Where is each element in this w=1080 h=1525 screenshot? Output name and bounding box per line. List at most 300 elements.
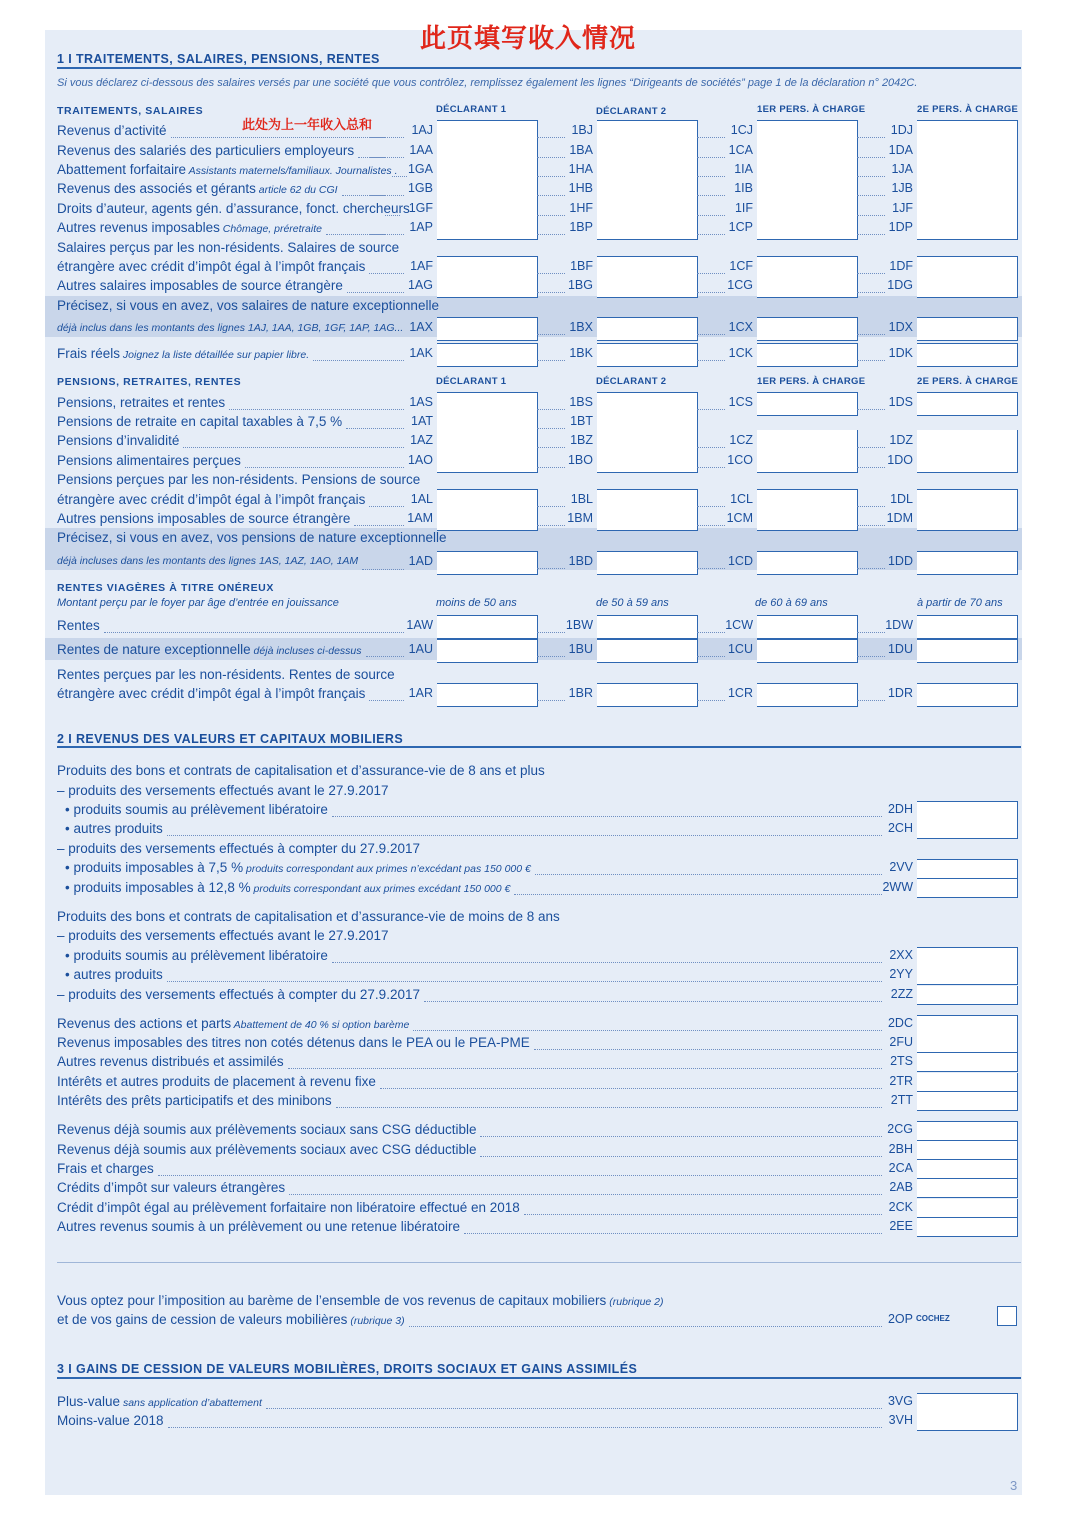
g2-row-0-input[interactable] [917,947,1018,967]
sal-row-5-label-lead [326,234,404,235]
nonres-rentes-input-1br[interactable] [597,683,698,707]
except-pen-leader-2 [697,568,725,569]
g3-row-4-label-text: Intérêts des prêts participatifs et des minibons [57,1093,332,1108]
except-sal-leader-3 [857,334,885,335]
g4-row-2-code: 2CA [888,1161,913,1175]
sal-row-5-input-1cp[interactable] [757,217,858,240]
g4-row-2-label [57,1161,154,1176]
except-sal-code-1ax: 1AX [409,320,433,334]
autres-pen-input-1am[interactable] [437,508,538,531]
g1-a: – produits des versements effectués avant le 27.9.2017 [57,783,389,798]
g2-row-1-label-text: • autres produits [65,967,163,982]
sal-row-4-code-1hf: 1HF [569,201,593,215]
g4-row-4-label-text: Crédit d’impôt égal au prélèvement forfaitaire non libératoire effectué en 2018 [57,1200,520,1215]
g4-row-4-leader [524,1214,882,1215]
nonres-pen-code-1dl: 1DL [890,492,913,506]
sal-row-1-code-1ba: 1BA [569,143,593,157]
s3-row-1-leader [168,1427,882,1428]
pen-row-1-label-lead [346,428,404,429]
frais-leader-2 [697,360,725,361]
sal-row-5-label [57,220,322,235]
nonres-pen-line1: Pensions perçues par les non-résidents. Pensions de source [57,472,421,487]
pen-row-3-leader-3 [857,467,885,468]
nonres-rentes-line2: étrangère avec crédit d’impôt égal à l’impôt français [57,686,366,701]
g3-row-4-input[interactable] [917,1092,1018,1111]
except-sal-code-1cx: 1CX [728,320,753,334]
g4-row-1-label-text: Revenus déjà soumis aux prélèvements sociaux avec CSG déductible [57,1142,477,1157]
nonres-sal-code-1cf: 1CF [729,259,753,273]
nonres-rentes-input-1cr[interactable] [757,683,858,707]
sal-row-1-label-lead [358,157,404,158]
g4-row-2-leader [158,1175,882,1176]
nonres-pen-line2-lead [369,506,404,507]
except-pen-leader-1 [537,568,565,569]
g3-row-2-leader [288,1068,882,1069]
g2-b-label-text: – produits des versements effectués à compter du 27.9.2017 [57,987,420,1002]
sal-row-5-leader-3 [857,234,885,235]
nonres-rentes-leader-1 [537,700,565,701]
except-pen-input-1bd[interactable] [597,551,698,575]
pen-row-2-leader-1 [537,447,565,448]
nonres-rentes-leader-3 [857,700,885,701]
g4-row-0-input[interactable] [917,1121,1018,1141]
sal-row-1-label [57,143,354,158]
g4-row-5-input[interactable] [917,1218,1018,1237]
autres-pen-code-1am: 1AM [407,511,433,525]
sal-row-0-label-lead [171,137,404,138]
pen-row-0-leader-2 [697,409,725,410]
sal-row-5-code-1dp: 1DP [888,220,913,234]
except-pen-code-1dd: 1DD [887,554,913,568]
autres-pen-input-1cm[interactable] [757,508,858,531]
pen-row-3-leader-2 [697,467,725,468]
pen-row-2-label [57,433,179,448]
age-label-0: moins de 50 ans [436,597,517,609]
rentes-input-1bw[interactable] [597,615,698,639]
sal-row-5-input-1bp[interactable] [597,217,698,240]
frais-leader-1 [537,360,565,361]
sal-row-1-code-1ca: 1CA [728,143,753,157]
g3-row-2-input[interactable] [917,1053,1018,1072]
sal-row-0-code-1cj: 1CJ [730,123,753,137]
g1-row2-1-label-note: produits correspondant aux primes excédant 150 000 € [250,883,511,895]
sal-row-4-code-1jf: 1JF [892,201,913,215]
rentes-except-code-1cu: 1CU [727,642,753,656]
sal-row-2-code-1ja: 1JA [891,162,913,176]
pen-row-2-leader-2 [697,447,725,448]
rentes-leader-3 [857,632,885,633]
g3-row-4-leader [336,1107,882,1108]
sal-row-2-leader [392,176,407,177]
pen-row-0-code-1ds: 1DS [888,395,913,409]
pen-row-0-leader-1 [537,409,565,410]
sal-row-2-leader-2 [697,176,725,177]
section-3-title: 3 I GAINS DE CESSION DE VALEURS MOBILIÈRES, DROITS SOCIAUX ET GAINS ASSIMILÉS [57,1362,638,1376]
autres-pen-input-1bm[interactable] [597,508,698,531]
nonres-rentes-input-1dr[interactable] [917,683,1018,707]
sal-row-4-leader-3 [857,215,885,216]
pen-row-2-code-1dz: 1DZ [889,433,913,447]
nonres-pen-leader-1 [537,506,565,507]
rentes-except-leader-2 [697,656,725,657]
except-sal-input-1ax[interactable] [437,317,538,341]
sal-row-5-code-1cp: 1CP [728,220,753,234]
option-leader [409,1326,882,1327]
g3-row-1-label-text: Revenus imposables des titres non cotés détenus dans le PEA ou le PEA-PME [57,1035,530,1050]
s3-row-0-input[interactable] [917,1393,1018,1413]
g2-row-0-label [65,948,328,963]
page-number: 3 [1010,1478,1018,1493]
g1-row-1-input[interactable] [917,820,1018,839]
option-line2-text: et de vos gains de cession de valeurs mobilières [57,1312,348,1327]
g1-row-1-leader [167,835,882,836]
frais-code-1ak: 1AK [409,346,433,360]
g1-row-1-code: 2CH [887,821,913,835]
g4-row-1-leader [480,1156,882,1157]
g4-row-2-input[interactable] [917,1160,1018,1179]
nonres-pen-line2: étrangère avec crédit d’impôt égal à l’impôt français [57,492,366,507]
sal-row-3-label-lead [342,195,404,196]
sal-row-1-code-1aa: 1AA [409,143,433,157]
col-pers-charge-2: 2E PERS. À CHARGE [917,104,1019,115]
g3-row-2-code: 2TS [890,1054,913,1068]
g2-b-label [57,987,420,1002]
section-2-rule [57,746,1021,748]
rentes-except-label [57,642,362,657]
rentes-label-lead [104,632,404,633]
s3-row-1-label [57,1413,164,1428]
sal-row-5-leader-1 [537,234,565,235]
g3-row-1-code: 2FU [889,1035,913,1049]
sal-row-5-label-text: Autres revenus imposables [57,220,220,235]
pen-row-3-code-1ao: 1AO [407,453,433,467]
except-pen-code-1bd: 1BD [568,554,593,568]
g3-row-1-leader [534,1049,882,1050]
autres-pen-input-1dm[interactable] [917,508,1018,531]
except-pen-line1: Précisez, si vous en avez, vos pensions de nature exceptionnelle [57,530,447,545]
pen-row-0-code-1as: 1AS [409,395,433,409]
rentes-except-label-note: déjà incluses ci-dessus [250,645,362,657]
autres-sal-input-1ag[interactable] [437,275,538,298]
g2-row-1-input[interactable] [917,966,1018,985]
g4-row-5-label [57,1219,460,1234]
pen-row-2-leader-3 [857,447,885,448]
g1-row2-0-label [65,860,531,875]
g3-row-3-code: 2TR [889,1074,913,1088]
g4-row-4-code: 2CK [888,1200,913,1214]
g3-row-3-leader [380,1088,882,1089]
nonres-sal-line2: étrangère avec crédit d’impôt égal à l’impôt français [57,259,366,274]
g1-row2-0-label-text: • produits imposables à 7,5 % [65,860,244,875]
g4-row-0-leader [480,1136,882,1137]
g2-row-1-code: 2YY [889,967,913,981]
rentes-header: RENTES VIAGÈRES À TITRE ONÉREUX [57,582,274,594]
g1-row2-1-leader [514,894,882,895]
section-1-intro: Si vous déclarez ci-dessous des salaires versés par une société que vous contrôlez, remplissez également les lignes “Dirigeants de sociétés” page 1 de la déclaration n° 2042C. [57,77,918,89]
s3-row-0-code: 3VG [887,1394,913,1408]
g4-row-3-code: 2AB [889,1180,913,1194]
col-pers-charge-1: 1ER PERS. À CHARGE [757,104,866,115]
pen-row-3-input-1co[interactable] [757,450,858,473]
g2-row-1-label [65,967,163,982]
g4-row-4-label [57,1200,520,1215]
frais-input-1dk[interactable] [917,343,1018,367]
rentes-code-1aw: 1AW [406,618,433,632]
except-pen-line2-lead [362,569,404,570]
g4-row-0-label-text: Revenus déjà soumis aux prélèvements sociaux sans CSG déductible [57,1122,477,1137]
g4-row-4-input[interactable] [917,1199,1018,1218]
pen-row-2-code-1az: 1AZ [410,433,433,447]
g3-row-2-label [57,1054,284,1069]
g3-row-3-label-text: Intérêts et autres produits de placement à revenu fixe [57,1074,376,1089]
rentes-except-leader-1 [537,656,565,657]
rentes-input-1cw[interactable] [757,615,858,639]
except-pen-input-1cd[interactable] [757,551,858,575]
s3-row-0-label [57,1394,262,1409]
g1-row2-0-input[interactable] [917,859,1018,879]
except-pen-input-1dd[interactable] [917,551,1018,575]
sal-row-2-label-note: Assistants maternels/familiaux. Journalistes . [186,165,398,177]
annotation-note-1aj: 此处为上一年收入总和 [242,118,373,133]
pen-row-3-input-1do[interactable] [917,450,1018,473]
g2-b-input[interactable] [917,986,1018,1005]
rentes-code-1bw: 1BW [565,618,593,632]
except-sal-input-1cx[interactable] [757,317,858,341]
except-sal-line2: déjà inclus dans les montants des lignes 1AJ, 1AA, 1GB, 1GF, 1AP, 1AG... [57,322,404,334]
pen-row-1-code-1at: 1AT [411,414,433,428]
g4-row-1-code: 2BH [888,1142,913,1156]
frais-code-1bk: 1BK [569,346,593,360]
g4-row-0-code: 2CG [887,1122,913,1136]
autres-sal-input-1dg[interactable] [917,275,1018,298]
autres-sal-input-1cg[interactable] [757,275,858,298]
g4-row-5-label-text: Autres revenus soumis à un prélèvement ou une retenue libératoire [57,1219,460,1234]
rentes-input-1dw[interactable] [917,615,1018,639]
nonres-pen-code-1cl: 1CL [730,492,753,506]
sal-row-0-code-1bj: 1BJ [571,123,593,137]
autres-pen-code-1bm: 1BM [567,511,593,525]
sal-row-3-label-note: article 62 du CGI [255,184,338,196]
g2-row-0-leader [332,962,882,963]
pen-col-pers-charge-1: 1ER PERS. À CHARGE [757,376,866,387]
pen-col-pers-charge-2: 2E PERS. À CHARGE [917,376,1019,387]
pen-row-0-label [57,395,225,410]
except-pen-code-1cd: 1CD [727,554,753,568]
rentes-leader-2 [697,632,725,633]
nonres-sal-code-1df: 1DF [889,259,913,273]
g4-row-2-label-text: Frais et charges [57,1161,154,1176]
g3-row-4-code: 2TT [890,1093,913,1107]
sal-row-5-code-1bp: 1BP [569,220,593,234]
sal-row-5-input-1dp[interactable] [917,217,1018,240]
autres-pen-label: Autres pensions imposables de source étrangère [57,511,351,526]
g4-row-1-label [57,1142,476,1157]
nonres-sal-leader-2 [697,273,725,274]
nonres-rentes-code-1ar: 1AR [408,686,433,700]
pen-row-0-input-1cs[interactable] [757,392,858,416]
nonres-sal-line2-lead [369,273,404,274]
rentes-input-1aw[interactable] [437,615,538,639]
section-2-title: 2 I REVENUS DES VALEURS ET CAPITAUX MOBILIERS [57,732,404,746]
g2-title: Produits des bons et contrats de capitalisation et d’assurance-vie de moins de 8 ans [57,909,560,924]
g1-row2-1-label [65,880,510,895]
sal-row-1-leader-2 [697,157,725,158]
pen-row-3-input-1ao[interactable] [437,450,538,473]
rentes-label [57,618,100,633]
nonres-rentes-code-1cr: 1CR [727,686,753,700]
rentes-except-code-1bu: 1BU [568,642,593,656]
pen-row-2-code-1bz: 1BZ [570,433,593,447]
rentes-except-input-1au[interactable] [437,639,538,663]
sal-row-2-code-1ga: 1GA [407,162,433,176]
except-sal-leader-1 [537,334,565,335]
autres-pen-leader-3 [857,525,885,526]
autres-pen-leader-1 [537,525,565,526]
rentes-except-label-text: Rentes de nature exceptionnelle [57,642,251,657]
pen-row-1-leader-1 [537,428,565,429]
g1-row2-0-leader [535,874,882,875]
frais-input-1ak[interactable] [437,343,538,367]
sal-row-5-label-note: Chômage, préretraite [219,223,322,235]
g1-row2-1-input[interactable] [917,879,1018,898]
pen-row-3-code-1bo: 1BO [567,453,593,467]
g3-row-0-code: 2DC [887,1016,913,1030]
g4-row-5-code: 2EE [889,1219,913,1233]
sal-row-0-leader-1 [537,137,565,138]
rentes-except-input-1bu[interactable] [597,639,698,663]
g3-row-2-label-text: Autres revenus distribués et assimilés [57,1054,284,1069]
except-pen-input-1ad[interactable] [437,551,538,575]
sal-row-4-code-1gf: 1GF [408,201,433,215]
g1-row-0-code: 2DH [887,802,913,816]
nonres-rentes-leader-2 [697,700,725,701]
pen-row-2-label-lead [183,447,404,448]
sal-row-5-input-1ap[interactable] [437,217,538,240]
pen-row-3-leader-1 [537,467,565,468]
nonres-sal-code-1af: 1AF [410,259,433,273]
sal-row-3-code-1hb: 1HB [568,181,593,195]
pen-row-3-input-1bo[interactable] [597,450,698,473]
sal-row-0-leader-3 [857,137,885,138]
g1-row2-1-code: 2WW [882,880,913,894]
nonres-pen-leader-3 [857,506,885,507]
autres-sal-input-1bg[interactable] [597,275,698,298]
sal-row-0-label [57,123,167,138]
s3-row-0-label-text: Plus-value [57,1394,121,1409]
autres-pen-code-1cm: 1CM [726,511,753,525]
autres-sal-leader-2 [697,292,725,293]
age-label-1: de 50 à 59 ans [596,597,669,609]
g2-row-1-leader [167,981,882,982]
except-sal-input-1bx[interactable] [597,317,698,341]
sal-row-5-leader-2 [697,234,725,235]
option-2op-checkbox[interactable] [997,1306,1017,1326]
frais-input-1ck[interactable] [757,343,858,367]
pen-col-declarant-2: DÉCLARANT 2 [596,376,667,387]
pen-row-3-label-lead [245,467,404,468]
sal-row-2-label-text: Abattement forfaitaire [57,162,187,177]
sal-row-3-code-1jb: 1JB [891,181,913,195]
g2-b-leader [424,1001,882,1002]
frais-input-1bk[interactable] [597,343,698,367]
rentes-except-leader-3 [857,656,885,657]
g3-row-1-input[interactable] [917,1034,1018,1053]
g1-row-0-leader [332,816,882,817]
autres-sal-code-1bg: 1BG [567,278,593,292]
autres-sal-code-1ag: 1AG [407,278,433,292]
g4-row-3-label [57,1180,285,1195]
g1-row2-0-code: 2VV [889,860,913,874]
nonres-sal-line1: Salaires perçus par les non-résidents. Salaires de source [57,240,400,255]
pen-row-3-label-text: Pensions alimentaires perçues [57,453,241,468]
g4-row-0-label [57,1122,476,1137]
section-1-title: 1 I TRAITEMENTS, SALAIRES, PENSIONS, RENTES [57,52,380,66]
s3-row-1-input[interactable] [917,1412,1018,1431]
sal-row-2-code-1ia: 1IA [734,162,753,176]
sal-row-3-label-text: Revenus des associés et gérants [57,181,256,196]
nonres-sal-leader-1 [537,273,565,274]
g2-a: – produits des versements effectués avant le 27.9.2017 [57,928,389,943]
nonres-rentes-input-1ar[interactable] [437,683,538,707]
g1-row-1-label-text: • autres produits [65,821,163,836]
rentes-except-label-lead [366,656,404,657]
frais-label-note: Joignez la liste détaillée sur papier libre. [120,349,310,361]
autres-pen-code-1dm: 1DM [886,511,913,525]
option-line2 [57,1312,405,1327]
autres-pen-leader-2 [697,525,725,526]
rentes-except-code-1au: 1AU [408,642,433,656]
g2-b-code: 2ZZ [890,987,913,1001]
rentes-except-input-1cu[interactable] [757,639,858,663]
except-sal-leader-2 [697,334,725,335]
frais-leader-3 [857,360,885,361]
g4-row-1-input[interactable] [917,1141,1018,1160]
sal-row-0-code-1dj: 1DJ [890,123,913,137]
section-1-rule [57,67,1021,69]
sal-row-3-code-1gb: 1GB [407,181,433,195]
except-pen-leader-3 [857,568,885,569]
pen-row-0-input-1ds[interactable] [917,392,1018,416]
g4-row-3-input[interactable] [917,1179,1018,1198]
g1-row2-1-label-text: • produits imposables à 12,8 % [65,880,251,895]
pen-row-3-code-1do: 1DO [887,453,913,467]
g1-row-0-input[interactable] [917,801,1018,821]
sal-row-1-code-1da: 1DA [888,143,913,157]
pen-row-2-code-1cz: 1CZ [729,433,753,447]
g3-row-0-input[interactable] [917,1015,1018,1035]
autres-pen-label-lead [354,525,404,526]
sal-row-1-label-text: Revenus des salariés des particuliers employeurs [57,143,355,158]
autres-sal-label-lead [347,292,404,293]
except-pen-line2: déjà incluses dans les montants des lignes 1AS, 1AZ, 1AO, 1AM [57,555,359,567]
pen-row-1-label-text: Pensions de retraite en capital taxables à 7,5 % [57,414,343,429]
except-sal-code-1dx: 1DX [888,320,913,334]
option-divider [57,1262,1021,1263]
g1-row2-0-label-note: produits correspondant aux primes n’excédant pas 150 000 € [243,863,531,875]
frais-code-1ck: 1CK [728,346,753,360]
g3-row-4-label [57,1093,332,1108]
s3-row-1-label-text: Moins-value 2018 [57,1413,164,1428]
sal-row-2-leader-3 [857,176,885,177]
sal-row-4-label [57,201,410,216]
except-sal-code-1bx: 1BX [569,320,593,334]
option-code: 2OP [887,1312,913,1326]
rentes-code-1cw: 1CW [725,618,753,632]
age-label-2: de 60 à 69 ans [755,597,828,609]
rentes-except-input-1du[interactable] [917,639,1018,663]
g3-row-3-input[interactable] [917,1073,1018,1092]
except-sal-input-1dx[interactable] [917,317,1018,341]
